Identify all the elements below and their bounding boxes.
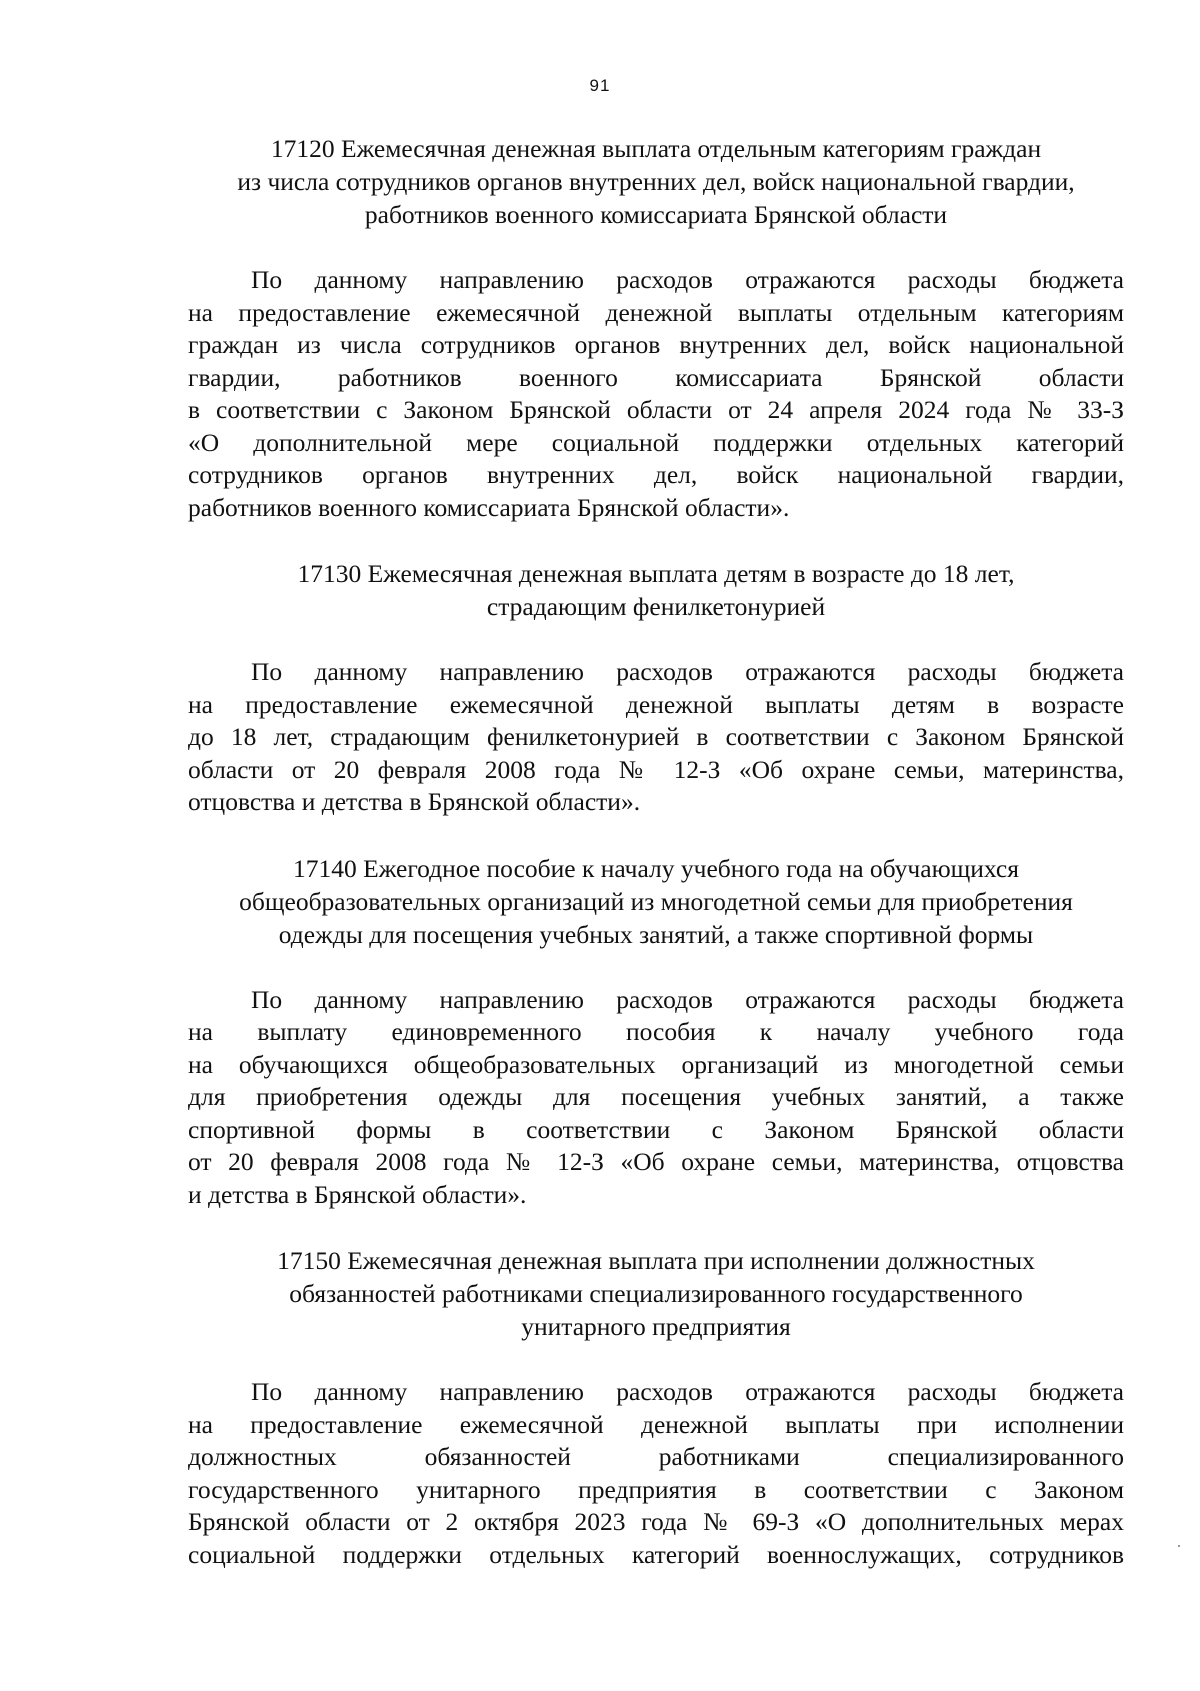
section-paragraph-17140 [188, 984, 1124, 1212]
section-paragraph-17150 [188, 1376, 1124, 1571]
paragraph-line: на выплату единовременного пособия к началу учебного года [188, 1017, 1124, 1046]
paragraph-line: в соответствии с Законом Брянской области от 24 апреля 2024 года № 33-З [188, 395, 1124, 424]
paragraph-line: для приобретения одежды для посещения учебных занятий, а также [188, 1082, 1124, 1111]
section-paragraph-17120 [188, 264, 1124, 524]
heading-line: 17130 Ежемесячная денежная выплата детям в возрасте до 18 лет, [297, 559, 1015, 588]
paragraph-line: По данному направлению расходов отражаются расходы бюджета [251, 265, 1124, 294]
section-heading-17150 [188, 1244, 1124, 1343]
paragraph-line: на предоставление ежемесячной денежной выплаты детям в возрасте [188, 689, 1124, 719]
heading-line: унитарного предприятия [521, 1312, 791, 1341]
document-body [188, 132, 1124, 1604]
heading-line: 17140 Ежегодное пособие к началу учебного года на обучающихся [293, 853, 1019, 883]
heading-line: обязанностей работниками специализированного государственного [289, 1279, 1023, 1308]
paragraph-line: государственного унитарного предприятия в соответствии с Законом [188, 1474, 1124, 1504]
paragraph-line: По данному направлению расходов отражаются расходы бюджета [251, 984, 1124, 1014]
paragraph-line: сотрудников органов внутренних дел, войск национальной гвардии, [188, 460, 1124, 489]
heading-line: 17150 Ежемесячная денежная выплата при исполнении должностных [277, 1246, 1035, 1275]
heading-line: из числа сотрудников органов внутренних дел, войск национальной гвардии, [237, 167, 1075, 196]
paragraph-line: граждан из числа сотрудников органов внутренних дел, войск национальной [188, 330, 1124, 359]
heading-line: работников военного комиссариата Брянской области [364, 200, 948, 229]
paragraph-line: и детства в Брянской области». [188, 1179, 527, 1209]
section-heading-17130 [188, 557, 1124, 623]
heading-line: одежды для посещения учебных занятий, а также спортивной формы [278, 919, 1034, 949]
heading-line: общеобразовательных организаций из многодетной семьи для приобретения [239, 886, 1073, 916]
paragraph-line: должностных обязанностей работниками специализированного [188, 1442, 1124, 1471]
paragraph-line: гвардии, работников военного комиссариата Брянской области [188, 362, 1124, 392]
paragraph-line: отцовства и детства в Брянской области». [188, 787, 641, 816]
paragraph-line: на предоставление ежемесячной денежной выплаты при исполнении [188, 1409, 1124, 1439]
heading-line: 17120 Ежемесячная денежная выплата отдельным категориям граждан [270, 134, 1042, 163]
paragraph-line: области от 20 февраля 2008 года № 12-З «Об охране семьи, материнства, [188, 754, 1124, 784]
paragraph-line: Брянской области от 2 октября 2023 года № 69-З «О дополнительных мерах [188, 1507, 1124, 1536]
scan-speck [1178, 1545, 1180, 1547]
section-heading-17140 [188, 852, 1124, 951]
section-heading-17120 [188, 132, 1124, 231]
paragraph-line: По данному направлению расходов отражаются расходы бюджета [251, 657, 1124, 686]
paragraph-line: работников военного комиссариата Брянской области». [188, 492, 790, 522]
paragraph-line: на обучающихся общеобразовательных организаций из многодетной семьи [188, 1049, 1124, 1079]
paragraph-line: от 20 февраля 2008 года № 12-З «Об охране семьи, материнства, отцовства [188, 1147, 1124, 1176]
paragraph-line: По данному направлению расходов отражаются расходы бюджета [251, 1377, 1124, 1406]
paragraph-line: социальной поддержки отдельных категорий военнослужащих, сотрудников [188, 1539, 1124, 1569]
section-paragraph-17130 [188, 656, 1124, 819]
paragraph-line: до 18 лет, страдающим фенилкетонурией в соответствии с Законом Брянской [188, 722, 1124, 751]
heading-line: страдающим фенилкетонурией [486, 592, 826, 621]
paragraph-line: на предоставление ежемесячной денежной выплаты отдельным категориям [188, 297, 1124, 327]
paragraph-line: «О дополнительной мере социальной поддержки отдельных категорий [188, 427, 1124, 457]
page-number: 91 [589, 76, 611, 95]
paragraph-line: спортивной формы в соответствии с Законом Брянской области [188, 1114, 1124, 1144]
